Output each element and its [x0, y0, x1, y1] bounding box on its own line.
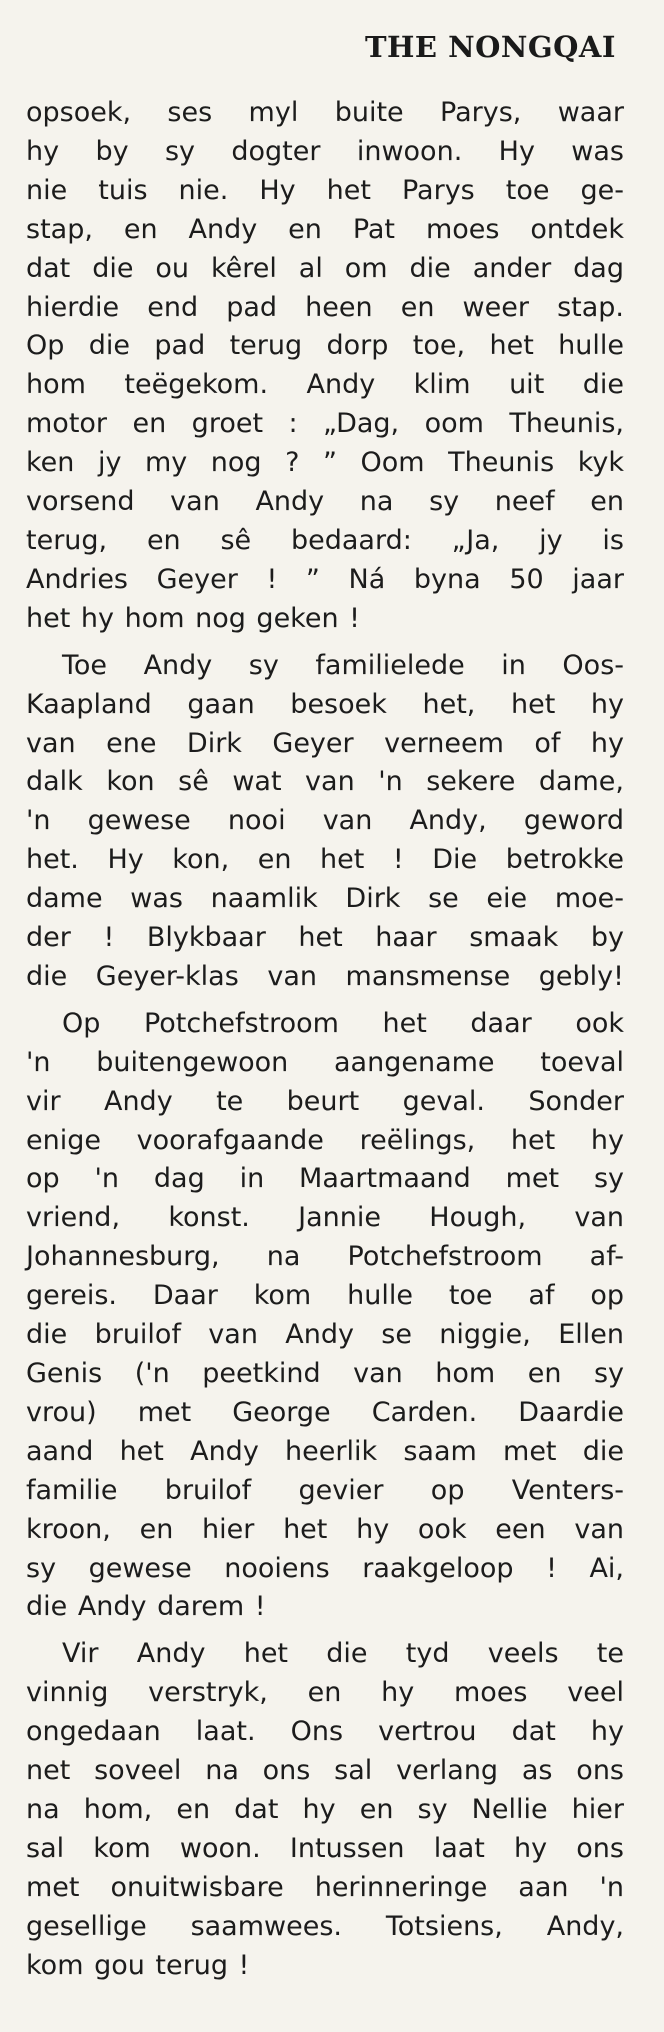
text-line: hierdie end pad heen en weer stap. — [26, 291, 624, 323]
text-line: gesellige saamwees. Totsiens, Andy, — [26, 1910, 624, 1942]
text-line: die Andy darem ! — [26, 1591, 266, 1623]
text-line: kroon, en hier het hy ook een van — [26, 1513, 624, 1545]
running-header: THE NONGQAI — [364, 30, 616, 64]
text-line: opsoek, ses myl buite Parys, waar — [26, 97, 624, 128]
text-line: dalk kon sê wat van 'n sekere dame, — [26, 766, 624, 798]
text-line: die Geyer-klas van mansmense gebly! — [26, 960, 624, 992]
paragraph-gap — [26, 997, 624, 1005]
text-line: sy gewese nooiens raakgeloop ! Ai, — [26, 1552, 624, 1584]
text-line: sal kom woon. Intussen laat hy ons — [26, 1832, 624, 1864]
text-line: kom gou terug ! — [26, 1949, 250, 1981]
text-line: nie tuis nie. Hy het Parys toe ge- — [26, 174, 624, 206]
paragraph-gap — [26, 1627, 624, 1635]
paragraph-1 — [26, 94, 624, 639]
text-line: vriend, konst. Jannie Hough, van — [26, 1202, 624, 1234]
text-line: familie bruilof gevier op Venters- — [26, 1474, 624, 1506]
paragraph-gap — [26, 639, 624, 647]
paragraph-3 — [26, 1005, 624, 1628]
text-line: vrou) met George Carden. Daardie — [26, 1396, 624, 1428]
text-line: ken jy my nog ? ” Oom Theunis kyk — [26, 447, 624, 479]
text-line: Genis ('n peetkind van hom en sy — [26, 1358, 624, 1389]
text-line: Kaapland gaan besoek het, het hy — [26, 688, 624, 720]
text-line: 'n gewese nooi van Andy, geword — [26, 805, 624, 837]
text-line: hom teëgekom. Andy klim uit die — [26, 369, 624, 401]
text-line: van ene Dirk Geyer verneem of hy — [26, 727, 624, 759]
text-line: motor en groet : „Dag, oom Theunis, — [26, 408, 624, 440]
text-line: vinnig verstryk, en hy moes veel — [26, 1677, 624, 1709]
paragraph-4 — [26, 1635, 624, 1985]
text-line: Op Potchefstroom het daar ook — [62, 1007, 624, 1039]
paragraph-2 — [26, 647, 624, 997]
text-line: die bruilof van Andy se niggie, Ellen — [26, 1319, 624, 1351]
text-line: het. Hy kon, en het ! Die betrokke — [26, 844, 624, 876]
text-line: gereis. Daar kom hulle toe af op — [26, 1280, 624, 1312]
text-line: hy by sy dogter inwoon. Hy was — [26, 135, 624, 167]
article-column — [26, 94, 624, 1986]
text-line: dat die ou kêrel al om die ander dag — [26, 252, 624, 284]
text-line: met onuitwisbare herinneringe aan 'n — [26, 1871, 624, 1903]
text-line: ongedaan laat. Ons vertrou dat hy — [26, 1716, 624, 1748]
text-line: stap, en Andy en Pat moes ontdek — [26, 213, 624, 245]
text-line: Vir Andy het die tyd veels te — [62, 1638, 624, 1670]
text-line: Andries Geyer ! ” Ná byna 50 jaar — [26, 563, 624, 595]
text-line: dame was naamlik Dirk se eie moe- — [26, 883, 624, 915]
text-line: Op die pad terug dorp toe, het hulle — [26, 330, 624, 362]
text-line: Johannesburg, na Potchefstroom af- — [26, 1241, 624, 1273]
text-line: 'n buitengewoon aangename toeval — [26, 1046, 624, 1078]
text-line: aand het Andy heerlik saam met die — [26, 1435, 624, 1467]
text-line: na hom, en dat hy en sy Nellie hier — [26, 1793, 624, 1825]
text-line: op 'n dag in Maartmaand met sy — [26, 1163, 624, 1195]
text-line: terug, en sê bedaard: „Ja, jy is — [26, 524, 624, 556]
text-line: enige voorafgaande reëlings, het hy — [26, 1124, 624, 1156]
text-line: der ! Blykbaar het haar smaak by — [26, 922, 624, 954]
text-line: vorsend van Andy na sy neef en — [26, 486, 624, 518]
text-line: net soveel na ons sal verlang as ons — [26, 1755, 624, 1787]
text-line: het hy hom nog geken ! — [26, 602, 360, 634]
text-line: Toe Andy sy familielede in Oos- — [62, 649, 624, 681]
text-line: vir Andy te beurt geval. Sonder — [26, 1085, 624, 1117]
